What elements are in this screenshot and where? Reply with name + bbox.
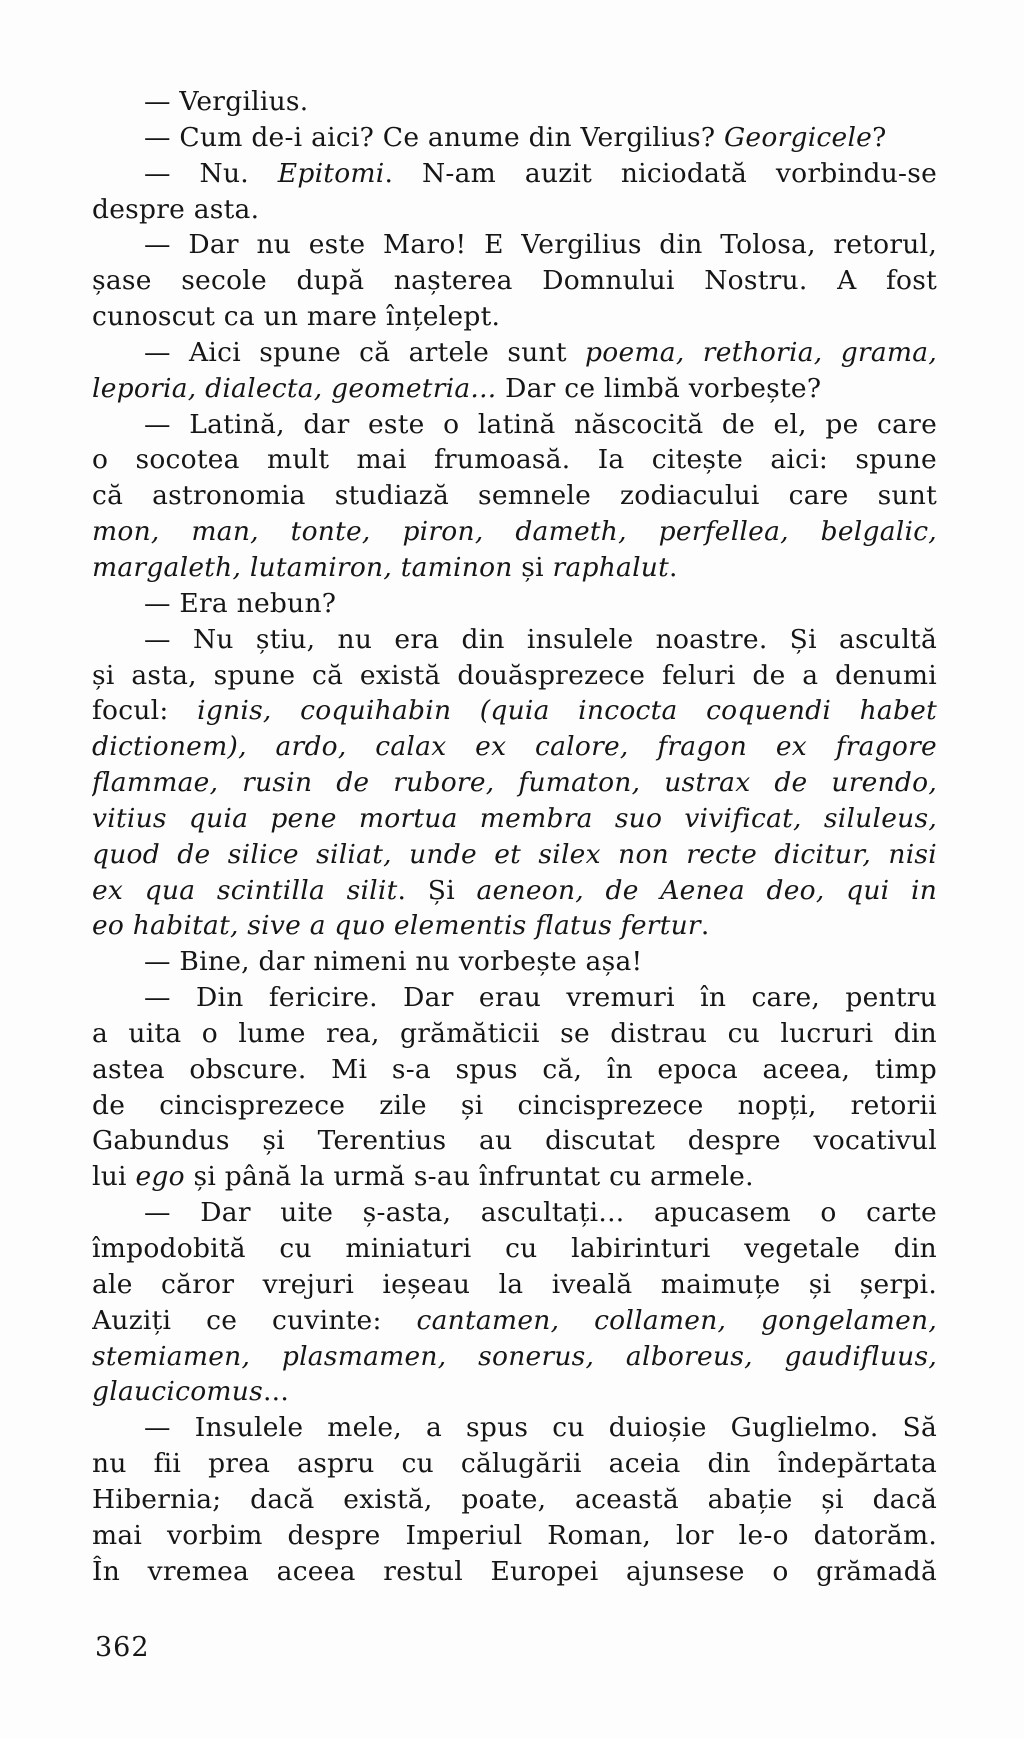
text-run: — Era nebun? xyxy=(144,587,337,619)
text-line xyxy=(92,478,937,514)
text-line xyxy=(92,84,937,120)
text-line xyxy=(92,693,937,729)
text-line xyxy=(92,944,937,980)
italic-text-run: raphalut xyxy=(552,551,670,583)
text-run: focul: xyxy=(92,695,198,727)
italic-text-run: flammae, rusin de rubore, fumaton, ustrax de urendo, xyxy=(92,767,937,799)
italic-text-run: stemiamen, plasmamen, sonerus, alboreus, gaudifluus, xyxy=(92,1340,937,1372)
italic-text-run: margaleth, lutamiron, taminon xyxy=(92,551,513,583)
text-line xyxy=(92,371,937,407)
italic-text-run: ignis, coquihabin (quia incocta coquendi habet xyxy=(197,695,937,727)
text-run: — Nu. xyxy=(144,157,278,189)
text-line xyxy=(92,586,937,622)
text-line xyxy=(92,299,937,335)
italic-text-run: poema, rethoria, grama, xyxy=(585,336,937,368)
text-line xyxy=(92,1052,937,1088)
italic-text-run: ego xyxy=(135,1161,185,1193)
italic-text-run: vitius quia pene mortua membra suo vivificat, siluleus, xyxy=(92,802,937,834)
text-run: șase secole după nașterea Domnului Nostru. A fost xyxy=(92,265,937,297)
italic-text-run: ex qua scintilla silit xyxy=(92,874,398,906)
text-run: despre asta. xyxy=(92,193,260,225)
text-line xyxy=(92,335,937,371)
text-line xyxy=(92,873,937,909)
text-line xyxy=(92,192,937,228)
text-line xyxy=(92,1159,937,1195)
text-run: . xyxy=(700,910,710,942)
text-run: Dar ce limbă vorbește? xyxy=(496,372,822,404)
text-run: . xyxy=(669,551,678,583)
italic-text-run: aeneon, de Aenea deo, qui in xyxy=(476,874,937,906)
text-run: și asta, spune că există douăsprezece feluri de a denumi xyxy=(92,659,937,691)
text-line xyxy=(92,801,937,837)
text-line xyxy=(92,514,937,550)
text-line xyxy=(92,1518,937,1554)
italic-text-run: mon, man, tonte, piron, dameth, perfellea, belgalic, xyxy=(92,516,937,548)
text-line xyxy=(92,765,937,801)
text-run: . Și xyxy=(397,874,477,906)
text-run: ? xyxy=(872,121,887,153)
text-line xyxy=(92,1267,937,1303)
text-line xyxy=(92,550,937,586)
text-line xyxy=(92,1088,937,1124)
text-run: ... xyxy=(262,1376,289,1408)
text-line xyxy=(92,407,937,443)
text-run: o socotea mult mai frumoasă. Ia citește aici: spune xyxy=(92,444,937,476)
text-line xyxy=(92,908,937,944)
text-line xyxy=(92,729,937,765)
text-line xyxy=(92,658,937,694)
text-run: — Vergilius. xyxy=(144,86,309,117)
text-line xyxy=(92,1554,937,1590)
italic-text-run: quod de silice siliat, unde et silex non recte dicitur, nisi xyxy=(92,838,937,870)
text-run: și xyxy=(512,551,553,583)
text-line xyxy=(92,1410,937,1446)
text-line xyxy=(92,227,937,263)
text-run: ale căror vrejuri ieșeau la iveală maimuțe și șerpi. xyxy=(92,1268,937,1300)
text-run: — Dar nu este Maro! E Vergilius din Tolosa, retorul, xyxy=(144,229,937,261)
text-line xyxy=(92,1303,937,1339)
text-run: — Latină, dar este o latină născocită de el, pe care xyxy=(144,408,937,440)
text-run: — Din fericire. Dar erau vremuri în care, pentru xyxy=(144,982,937,1014)
text-run: — Aici spune că artele sunt xyxy=(144,336,586,368)
text-line xyxy=(92,156,937,192)
text-run: Hibernia; dacă există, poate, această abație și dacă xyxy=(92,1483,937,1515)
text-line xyxy=(92,837,937,873)
page-text-block xyxy=(92,84,937,1589)
italic-text-run: cantamen, collamen, gongelamen, xyxy=(416,1304,937,1336)
text-line xyxy=(92,1231,937,1267)
text-line xyxy=(92,1374,937,1410)
text-run: astea obscure. Mi s-a spus că, în epoca aceea, timp xyxy=(92,1053,937,1085)
text-run: — Nu știu, nu era din insulele noastre. Și ascultă xyxy=(144,623,937,655)
text-line xyxy=(92,1195,937,1231)
text-run: — Cum de-i aici? Ce anume din Vergilius? xyxy=(144,121,725,153)
text-line xyxy=(92,622,937,658)
text-line xyxy=(92,120,937,156)
italic-text-run: leporia, dialecta, geometria... xyxy=(92,372,497,404)
text-run: — Insulele mele, a spus cu duioșie Guglielmo. Să xyxy=(144,1412,937,1444)
text-line xyxy=(92,263,937,299)
text-run: În vremea aceea restul Europei ajunsese o grămadă xyxy=(92,1555,937,1587)
text-run: nu fii prea aspru cu călugării aceia din îndepărtata xyxy=(92,1448,937,1480)
text-run: împodobită cu miniaturi cu labirinturi vegetale din xyxy=(92,1233,937,1264)
text-run: cunoscut ca un mare înțelept. xyxy=(92,301,501,333)
text-run: — Dar uite ș-asta, ascultați... apucasem o carte xyxy=(144,1197,937,1229)
page-number: 362 xyxy=(95,1632,150,1663)
italic-text-run: Georgicele xyxy=(724,121,873,153)
italic-text-run: glaucicomus xyxy=(92,1376,263,1408)
italic-text-run: eo habitat, sive a quo elementis flatus fertur xyxy=(92,910,701,942)
text-run: că astronomia studiază semnele zodiacului care sunt xyxy=(92,480,937,512)
text-run: a uita o lume rea, grămăticii se distrau cu lucruri din xyxy=(92,1017,937,1049)
text-line xyxy=(92,1016,937,1052)
italic-text-run: Epitomi xyxy=(277,157,385,189)
text-run: — Bine, dar nimeni nu vorbește așa! xyxy=(144,946,643,978)
text-run: de cincisprezece zile și cincisprezece nopți, retorii xyxy=(92,1089,937,1121)
text-line xyxy=(92,1123,937,1159)
text-run: . N-am auzit niciodată vorbindu-se xyxy=(384,157,937,189)
text-run: și până la urmă s-au înfruntat cu armele. xyxy=(184,1161,754,1193)
text-run: Auziți ce cuvinte: xyxy=(92,1304,417,1336)
text-line xyxy=(92,442,937,478)
text-run: mai vorbim despre Imperiul Roman, lor le-o datorăm. xyxy=(92,1519,937,1551)
text-run: Gabundus și Terentius au discutat despre vocativul xyxy=(92,1125,937,1157)
text-run: lui xyxy=(92,1161,136,1193)
italic-text-run: dictionem), ardo, calax ex calore, fragon ex fragore xyxy=(92,731,937,763)
text-line xyxy=(92,980,937,1016)
text-line xyxy=(92,1482,937,1518)
text-line xyxy=(92,1446,937,1482)
text-line xyxy=(92,1339,937,1375)
